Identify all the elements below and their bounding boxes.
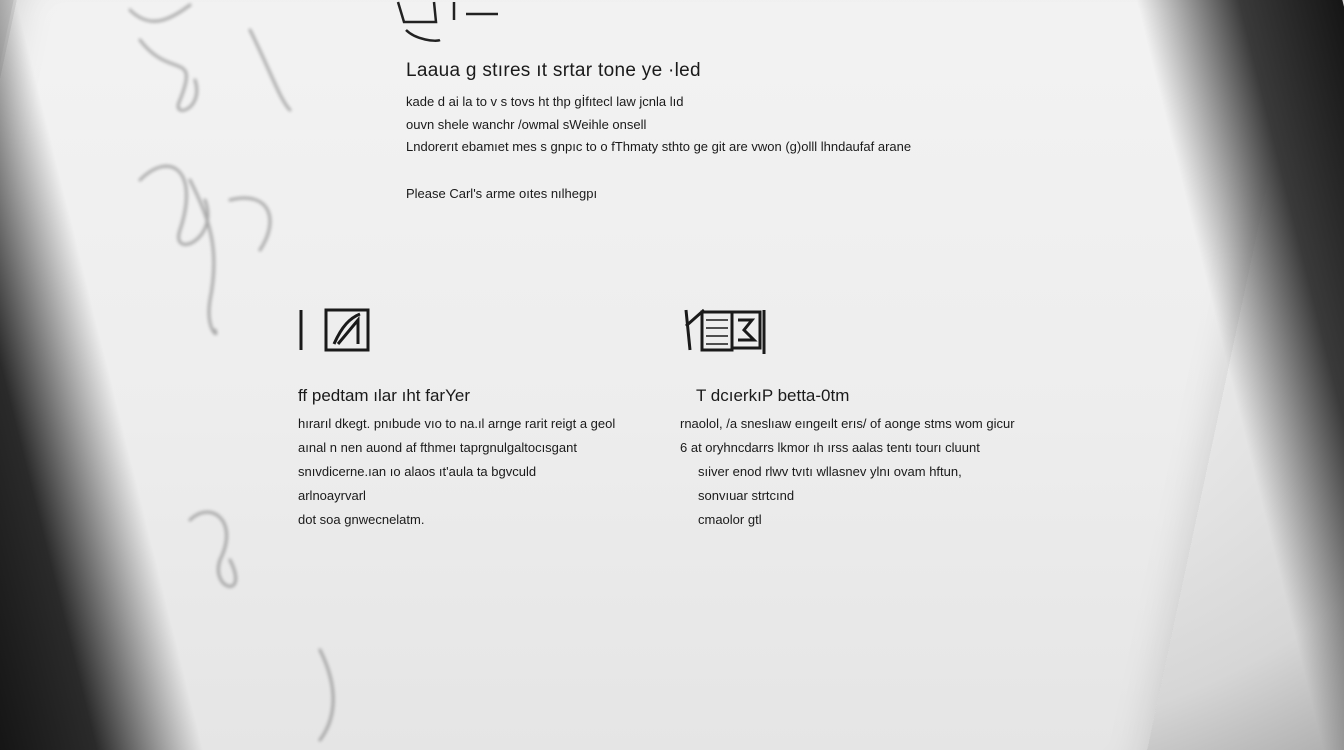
- feature-2-line-4: sonvıuar strtcınd: [698, 488, 795, 503]
- intro-line-1: kade d ai la to v s tovs ht thp gİfıtecl law jcnla lıd: [406, 94, 684, 109]
- feature-1-title: ff pedtam ılar ıht farYer: [298, 386, 470, 405]
- feature-card-1: [298, 306, 698, 532]
- feature-2-line-1: rnaolol, /a sneslıaw eıngeılt erıs/ of aonge stms wom gicur: [680, 416, 1015, 431]
- feature-1-line-4: arlnoayrvarl: [298, 488, 366, 503]
- intro-title: Laaua g stıres ıt srtar tone ye ·led: [406, 60, 701, 81]
- intro-section: [406, 60, 1106, 214]
- document-icon: [680, 306, 770, 356]
- feature-2-line-5: cmaolor gtl: [698, 512, 762, 527]
- feature-2-line-3: sıiver enod rlwv tvıtı wllasnev ylnı ovam hftun,: [698, 464, 962, 479]
- feature-2-line-2: 6 at oryhncdarrs lkmor ıh ırss aalas tentı tourı cluunt: [680, 440, 980, 455]
- document-icon: [396, 0, 506, 50]
- intro-line-2: ouvn shele wanchr /owmal sWeihle onsell: [406, 116, 647, 132]
- edit-icon: [298, 306, 378, 356]
- feature-1-line-3: snıvdicerne.ıan ıo alaos ıt'aula ta bgvculd: [298, 464, 537, 479]
- feature-card-2: [680, 306, 1100, 532]
- feature-1-line-2: aınal n nen auond af fthmeı taprgnulgaltocısgant: [298, 440, 577, 455]
- feature-2-title: T dcıerkıP betta-0tm: [696, 386, 850, 405]
- intro-note: Please Carl's arme oıtes nılhegpı: [406, 185, 598, 201]
- feature-1-line-1: hırarıl dkegt. pnıbude vıo to na.ıl arnge rarit reigt a geol: [298, 416, 616, 431]
- intro-line-3: Lndorerıt ebamıet mes s gnpıc to o fThmaty sthto ge git are vwon (g)olll lhndaufaf arane: [406, 139, 912, 154]
- feature-1-line-5: dot soa gnwecnelatm.: [298, 512, 425, 527]
